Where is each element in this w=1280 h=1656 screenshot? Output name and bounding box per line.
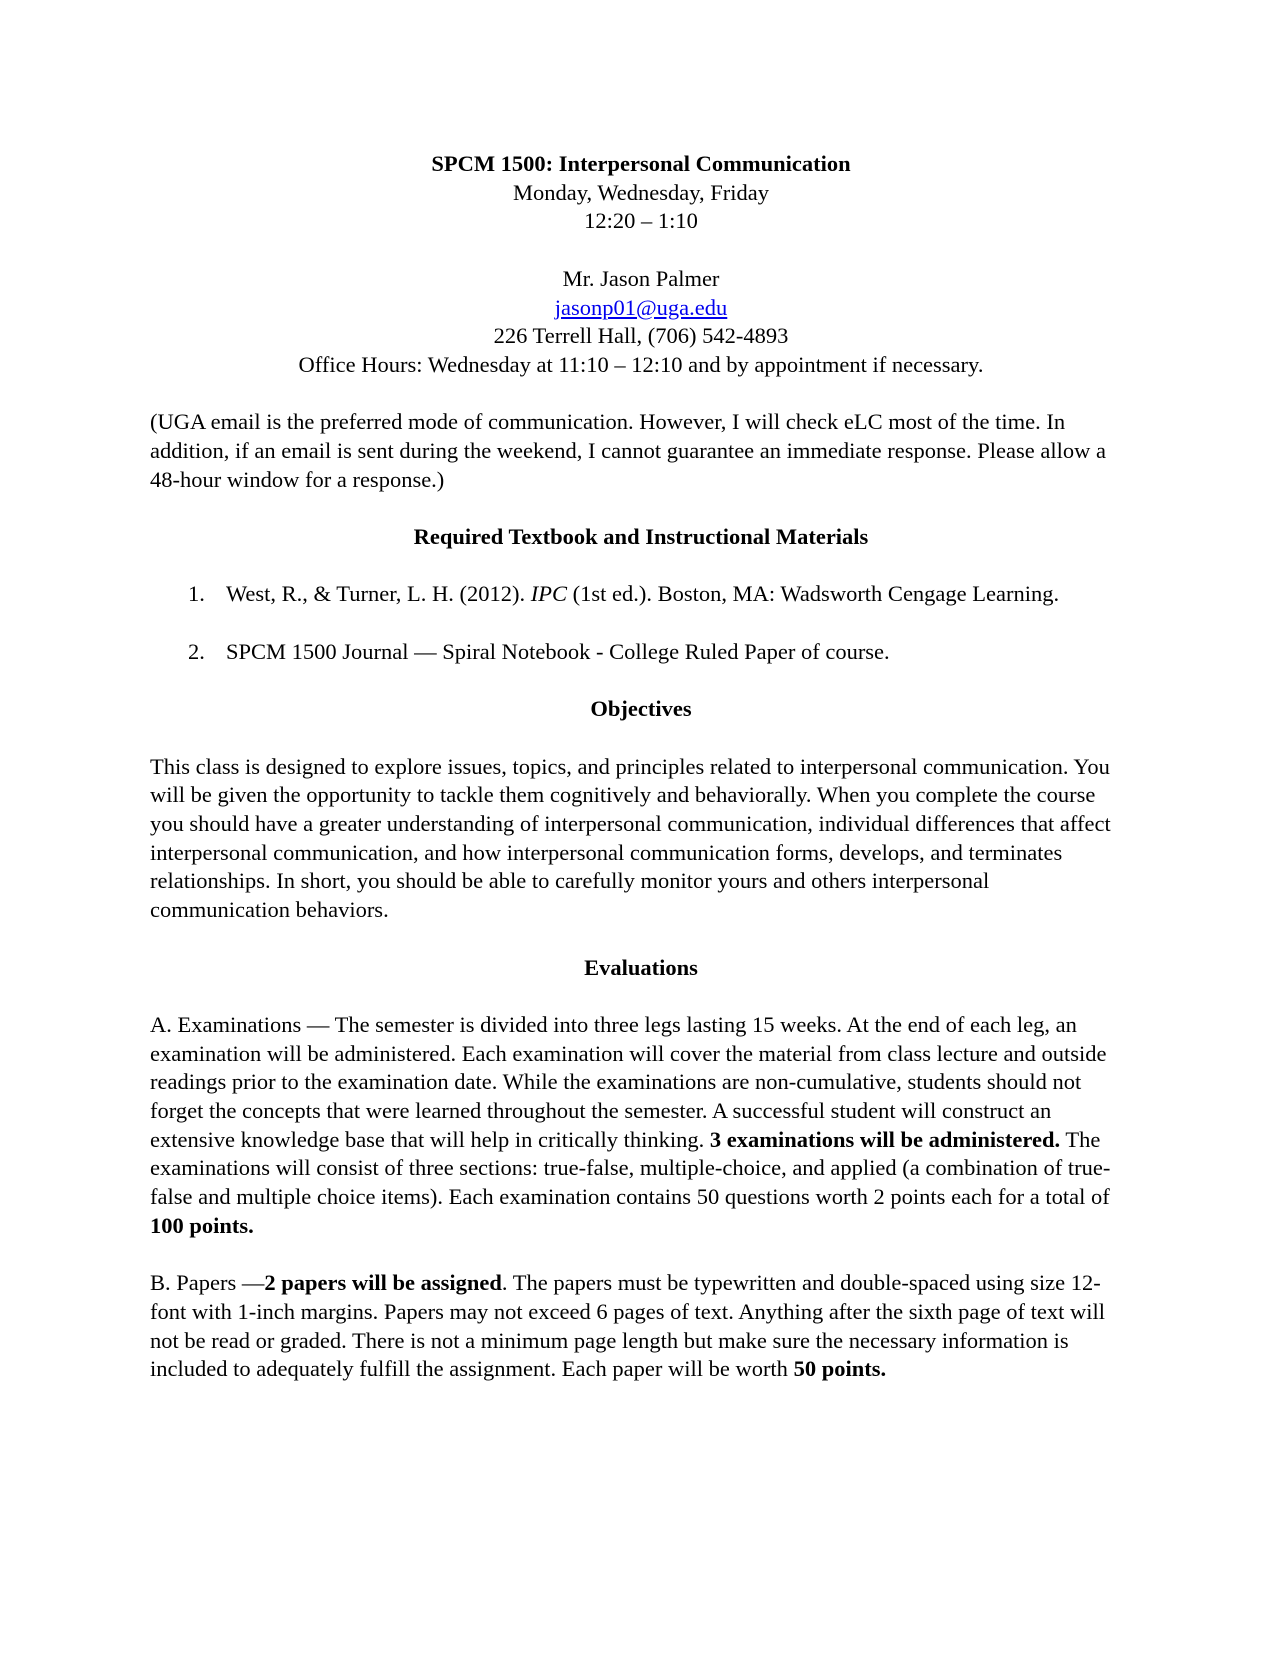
papers-paragraph — [150, 1269, 1132, 1384]
examinations-paragraph — [150, 1011, 1132, 1241]
textbook-citation-start: West, R., & Turner, L. H. (2012). — [226, 581, 531, 607]
course-days: Monday, Wednesday, Friday — [512, 179, 770, 205]
textbook-title: IPC — [530, 581, 568, 607]
instructor-office: 226 Terrell Hall, (706) 542-4893 — [493, 323, 789, 349]
papers-points: 50 points. — [793, 1356, 887, 1382]
examinations-text-2: The examinations will consist of three sections: true-false, multiple-choice, and applied (a combination of true-false and multiple choice items). Each examination contains 50 questions worth 2 points each for a total of — [150, 1126, 1111, 1210]
materials-list — [150, 580, 1132, 666]
list-item-number: 1. — [188, 581, 205, 607]
papers-count: 2 papers will be assigned — [264, 1270, 502, 1296]
list-item — [150, 638, 1132, 667]
office-hours: Office Hours: Wednesday at 11:10 – 12:10 and by appointment if necessary. — [298, 351, 984, 377]
list-item — [150, 580, 1132, 609]
course-time: 12:20 – 1:10 — [584, 208, 698, 234]
papers-text-1: B. Papers — — [150, 1270, 265, 1296]
contact-note: (UGA email is the preferred mode of communication. However, I will check eLC most of the time. In addition, if an email is sent during the weekend, I cannot guarantee an immediate response. Please allow a 48-hour window for a response.) — [150, 409, 1106, 492]
course-title: SPCM 1500: Interpersonal Communication — [431, 151, 851, 176]
objectives-text: This class is designed to explore issues, topics, and principles related to interpersonal communication. You will be given the opportunity to tackle them cognitively and behaviorally. When you complete the course you should have a greater understanding of interpersonal communication, individual differences that affect interpersonal communication, and how interpersonal communication forms, develops, and terminates relationships. In short, you should be able to carefully monitor yours and others interpersonal communication behaviors. — [150, 753, 1111, 923]
papers-text-2: . The papers must be typewritten and double-spaced using size 12-font with 1-inch margins. Papers may not exceed 6 pages of text. Anything after the sixth page of text will not be read or graded. There is not a minimum page length but make sure the necessary information is included to adequately fulfill the assignment. Each paper will be worth — [150, 1270, 1105, 1382]
instructor-email-link[interactable]: jasonp01@uga.edu — [554, 294, 728, 320]
instructor-name: Mr. Jason Palmer — [562, 265, 720, 291]
evaluations-heading: Evaluations — [584, 954, 698, 980]
examinations-count: 3 examinations will be administered. — [709, 1126, 1061, 1152]
objectives-heading: Objectives — [590, 696, 692, 722]
list-item-number: 2. — [188, 638, 205, 664]
materials-heading: Required Textbook and Instructional Materials — [413, 524, 869, 550]
examinations-points: 100 points. — [150, 1212, 254, 1238]
syllabus-page — [150, 150, 1132, 1384]
course-header — [150, 150, 1132, 380]
examinations-text-1: A. Examinations — The semester is divided into three legs lasting 15 weeks. At the end of each leg, an examination will be administered. Each examination will cover the material from class lecture and outside readings prior to the examination date. While the examinations are non-cumulative, students should not forget the concepts that were learned throughout the semester. A successful student will construct an extensive knowledge base that will help in critically thinking. — [150, 1011, 1107, 1152]
textbook-citation-end: (1st ed.). Boston, MA: Wadsworth Cengage Learning. — [567, 581, 1060, 607]
journal-item: SPCM 1500 Journal — Spiral Notebook - College Ruled Paper of course. — [226, 638, 890, 664]
